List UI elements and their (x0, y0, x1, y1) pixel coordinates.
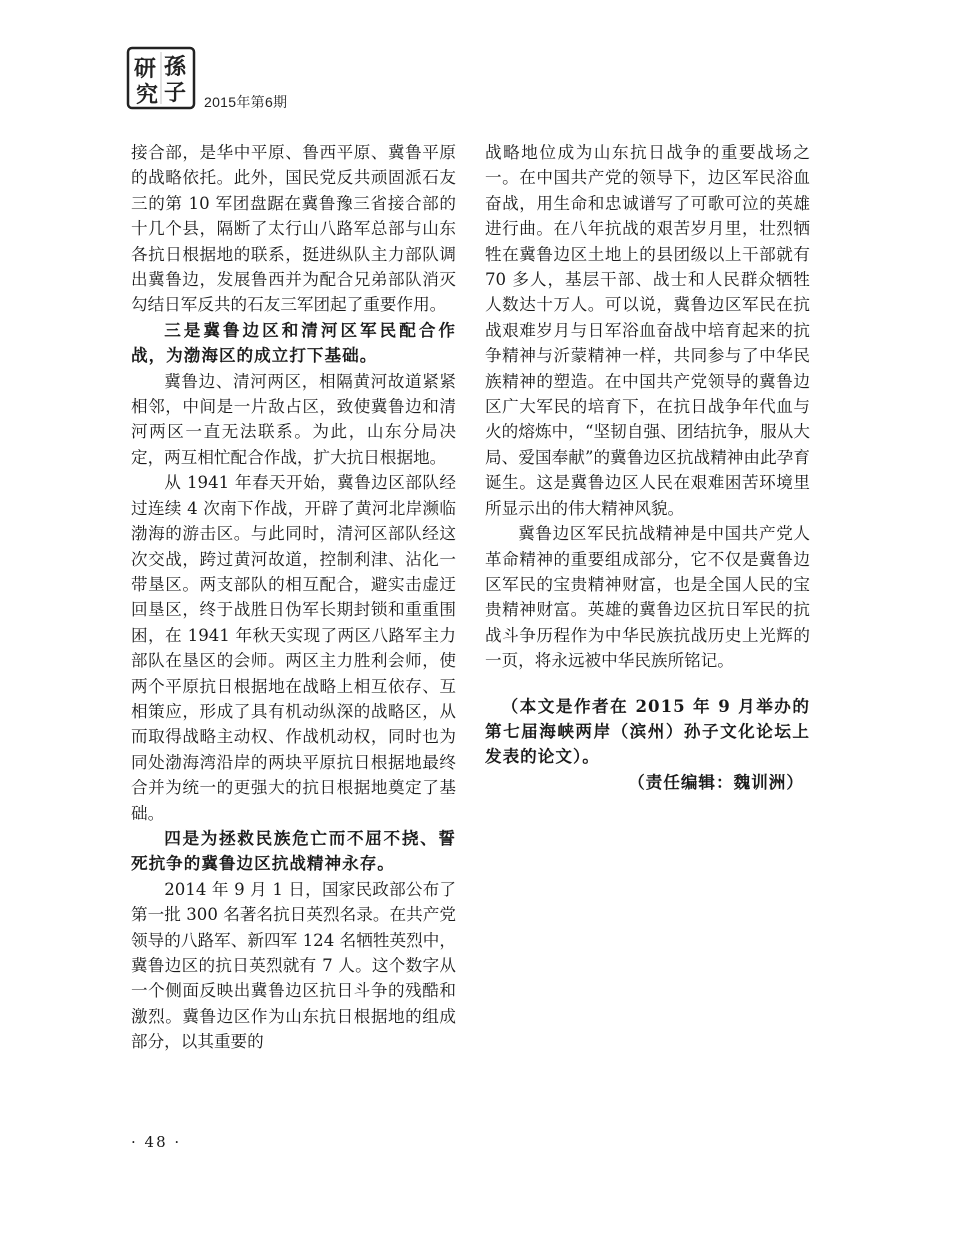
right-column (485, 140, 810, 795)
section-heading: 四是为拯救民族危亡而不屈不挠、誓死抗争的冀鲁边区抗战精神永存。 (131, 827, 456, 874)
page-number: · 48 · (131, 1133, 182, 1151)
paragraph: 冀鲁边、清河两区，相隔黄河故道紧紧相邻，中间是一片敌占区，致使冀鲁边和清河两区一直无法联系。为此，山东分局决定，两互相忙配合作战，扩大抗日根据地。 (131, 371, 456, 467)
section-heading: 三是冀鲁边区和清河区军民配合作战，为渤海区的成立打下基础。 (131, 319, 456, 366)
logo-char-2: 孫 (164, 54, 187, 80)
paragraph: 从 1941 年春天开始，冀鲁边区部队经过连续 4 次南下作战，开辟了黄河北岸濒临渤海的游击区。与此同时，清河区部队经这次交战，跨过黄河故道，控制利津、沾化一带垦区。两支部队的相互配合，避实击虚迂回垦区，终于战胜日伪军长期封锁和重重围困，在 1941 年秋天实现了两区八路军主力部队在垦区的会师。两区主力胜利会师，使两个平原抗日根据地在战略上相互依存、互相策应，形成了具有机动纵深的战略区，从而取得战略主动权、作战机动权，同时也为同处渤海湾沿岸的两块平原抗日根据地最终合并为统一的更强大的抗日根据地奠定了基础。 (131, 473, 456, 823)
paragraph: 接合部，是华中平原、鲁西平原、冀鲁平原的战略依托。此外，国民党反共顽固派石友三的第 10 军团盘踞在冀鲁豫三省接合部的十几个县，隔断了太行山八路军总部与山东各抗日根据地的联系，挺进纵队主力部队调出冀鲁边，发展鲁西并为配合兄弟部队消灭勾结日军反共的石友三军团起了重要作用。 (131, 143, 456, 315)
paragraph: 2014 年 9 月 1 日，国家民政部公布了第一批 300 名著名抗日英烈名录。在共产党领导的八路军、新四军 124 名牺牲英烈中，冀鲁边区的抗日英烈就有 7 人。这个数字从一个侧面反映出冀鲁边区抗日斗争的残酷和激烈。冀鲁边区作为山东抗日根据地的组成部分，以其重要的 (131, 879, 456, 1052)
paragraph: 冀鲁边区军民抗战精神是中国共产党人革命精神的重要组成部分，它不仅是冀鲁边区军民的宝贵精神财富，也是全国人民的宝贵精神财富。英雄的冀鲁边区抗日军民的抗战斗争历程作为中华民族抗战历史上光辉的一页，将永远被中华民族所铭记。 (485, 524, 810, 671)
paragraph: 战略地位成为山东抗日战争的重要战场之一。在中国共产党的领导下，边区军民浴血奋战，用生命和忠诚谱写了可歌可泣的英雄进行曲。在八年抗战的艰苦岁月里，壮烈牺牲在冀鲁边区土地上的县团级以上干部就有 70 多人，基层干部、战士和人民群众牺牲人数达十万人。可以说，冀鲁边区军民在抗战艰难岁月与日军浴血奋战中培育起来的抗争精神与沂蒙精神一样，共同参与了中华民族精神的塑造。在中国共产党领导的冀鲁边区广大军民的培育下，在抗日战争年代血与火的熔炼中，“坚韧自强、团结抗争，服从大局、爱国奉献”的冀鲁边区抗战精神由此孕育诞生。这是冀鲁边区人民在艰难困苦环境里所显示出的伟大精神风貌。 (485, 143, 810, 518)
logo-char-4: 子 (164, 80, 187, 106)
editor-credit: （责任编辑：魏训洲） (628, 771, 804, 792)
author-note: （本文是作者在 2015 年 9 月举办的第七届海峡两岸（滨州）孙子文化论坛上发表的论文）。 (485, 695, 810, 767)
logo-char-1: 研 (134, 56, 157, 82)
left-column (131, 140, 456, 1055)
issue-label: 2015年第6期 (204, 94, 288, 110)
logo-char-3: 究 (136, 82, 159, 108)
journal-logo (126, 46, 196, 110)
